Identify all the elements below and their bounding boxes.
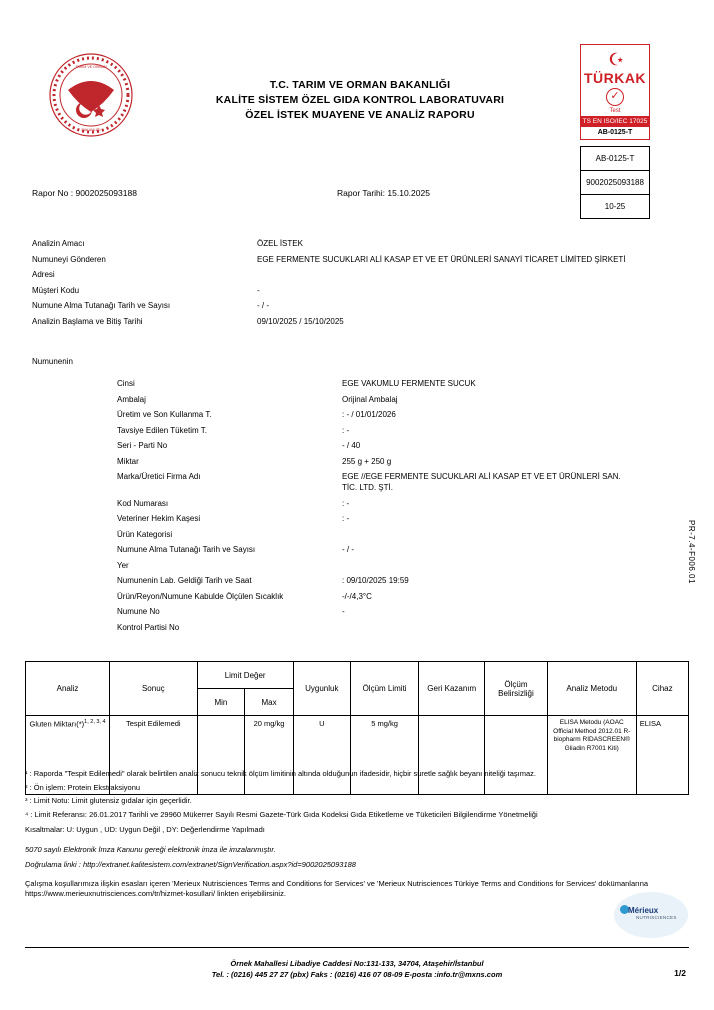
sample-label: Ürün/Reyon/Numune Kabulde Ölçülen Sıcaklık [117,591,284,601]
th-olcum-belirsizligi: Ölçüm Belirsizliği [485,662,548,716]
sample-info-block [117,378,637,637]
th-olcum-limiti: Ölçüm Limiti [350,662,419,716]
sample-row [117,560,637,571]
sample-value: - / 40 [342,441,361,450]
sample-value: : 09/10/2025 19:59 [342,576,409,585]
report-info-block [32,238,632,331]
sample-label: Seri - Parti No [117,441,168,450]
sample-label: Marka/Üretici Firma Adı [117,472,201,481]
sample-label: Üretim ve Son Kullanma T. [117,410,212,419]
sample-label: Miktar [117,456,139,466]
sample-value: 255 g + 250 g [342,456,392,466]
sample-value: : - [342,498,350,508]
th-analiz: Analiz [26,662,110,716]
analiz-name: Gluten Miktarı(*) [29,719,85,729]
turkak-standard: TS EN ISO/IEC 17025 [582,117,648,125]
merieux-name: Mérieux [628,906,659,915]
sample-value: Orijinal Ambalaj [342,394,398,404]
cell-max: 20 mg/kg [245,716,294,795]
sample-section-title: Numunenin [32,357,73,366]
merieux-subtitle: NUTRISCIENCES [636,915,677,920]
abbreviations: Kısaltmalar: U: Uygun , UD: Uygun Değil , DY: Değerlendirme Yapılmadı [25,825,265,834]
info-row [32,254,632,265]
sample-label: Ürün Kategorisi [117,529,173,539]
check-icon: ✓ [606,88,624,106]
table-header-row [26,662,689,689]
th-sonuc: Sonuç [110,662,197,716]
turkak-accreditation-logo [580,44,650,140]
sample-row [117,544,637,555]
title-line-3: ÖZEL İSTEK MUAYENE VE ANALİZ RAPORU [245,109,475,121]
footer-line-2: Tel. : (0216) 445 27 27 (pbx) Faks : (0216) 416 07 08-09 E-posta :info.tr@mxns.com [211,970,503,979]
sample-value [342,560,637,571]
footer-line-1: Örnek Mahallesi Libadiye Caddesi No:131-133, 34704, Ataşehir/İstanbul [230,959,484,968]
th-limit-deger: Limit Değer [197,662,293,689]
document-title [170,78,550,123]
form-code: PR-7.4-F006.01 [687,520,696,584]
info-label: Analizin Amacı [32,239,85,248]
footer-address [0,958,714,980]
period-box: 10-25 [580,194,650,219]
sample-row [117,622,637,633]
turkak-code: AB-0125-T [581,126,649,136]
info-label: Adresi [32,270,55,279]
verification-link[interactable]: Doğrulama linki : http://extranet.kalitesistem.com/extranet/SignVerification.aspx?id=9002025093188 [25,860,356,869]
sample-row [117,409,637,420]
sample-value: - / - [342,545,354,554]
info-value: EGE FERMENTE SUCUKLARI ALİ KASAP ET VE ET ÜRÜNLERİ SANAYİ TİCARET LİMİTED ŞİRKETİ [257,254,626,264]
sample-label: Cinsi [117,379,135,388]
info-row [32,285,632,296]
info-row [32,300,632,311]
th-geri-kazanim: Geri Kazanım [419,662,485,716]
sample-row [117,591,637,602]
sample-row [117,498,637,509]
sample-label: Numune No [117,607,160,616]
info-row [32,316,632,327]
th-uygunluk: Uygunluk [293,662,350,716]
sample-row [117,513,637,524]
sample-value: - [342,607,345,616]
accreditation-code-box: AB-0125-T [580,146,650,170]
info-value [257,269,632,280]
th-cihaz: Cihaz [636,662,688,716]
cell-uygunluk: U [293,716,350,795]
report-date-label: Rapor Tarihi: 15.10.2025 [337,188,430,198]
turkish-flag-icon [605,49,625,69]
sample-label: Kontrol Partisi No [117,622,180,632]
title-line-2: KALİTE SİSTEM ÖZEL GIDA KONTROL LABORATUVARI [215,94,505,106]
info-label: Numuneyi Gönderen [32,254,106,264]
electronic-signature-note: 5070 sayılı Elektronik İmza Kanunu gereği elektronik imza ile imzalanmıştır. [25,844,276,854]
sample-row [117,425,637,436]
title-line-1: T.C. TARIM VE ORMAN BAKANLIĞI [269,79,451,91]
footer-divider [25,947,689,948]
svg-text:BAKANLIĞI: BAKANLIĞI [81,128,101,132]
info-value: - [257,285,260,295]
sample-row [117,606,637,617]
sample-value: : - / 01/01/2026 [342,410,396,419]
sample-row [117,440,637,451]
sample-label: Veteriner Hekim Kaşesi [117,514,201,523]
sample-value [342,529,637,540]
sample-row [117,378,637,389]
th-max: Max [245,689,294,716]
ministry-seal-icon [48,52,134,138]
terms-and-conditions-note: Çalışma koşullarımıza ilişkin esasları içeren 'Merieux Nutrisciences Terms and Conditions for Services' ve 'Merieux Nutrisciences Türkiye Terms and Conditions for Services' dokümanlarına https://www.merieuxnutrisciences.com/tr/hizmet-kosullari/ linkten erişebilirsiniz. [25,878,649,898]
sample-row [117,394,637,405]
sample-label: Ambalaj [117,394,146,404]
page-number: 1/2 [674,968,686,978]
info-label: Numune Alma Tutanağı Tarih ve Sayısı [32,301,171,310]
info-value: 09/10/2025 / 15/10/2025 [257,316,344,326]
sample-label: Yer [117,560,129,570]
sample-value: -/-/4,3°C [342,591,372,601]
turkak-test-label: Test [609,108,621,114]
footnote-3: ³ : Limit Notu: Limit glutensiz gıdalar için geçerlidir. [25,796,192,805]
sample-label: Numunenin Lab. Geldiği Tarih ve Saat [117,576,252,585]
sample-row [117,456,637,467]
sample-value: EGE VAKUMLU FERMENTE SUCUK [342,379,476,388]
sample-value: EGE //EGE FERMENTE SUCUKLARI ALİ KASAP ET VE ET ÜRÜNLERİ SAN. TİC. LTD. ŞTİ. [342,472,621,492]
footnote-4: ⁴ : Limit Referansı: 26.01.2017 Tarihli ve 29960 Mükerrer Sayılı Resmi Gazete-Türk Gıda Kodeksi Gıda Etiketleme ve Tüketicileri Bilgilendirme Yönetmeliği [25,809,538,819]
info-label: Analizin Başlama ve Bitiş Tarihi [32,316,143,326]
sample-value: : - [342,514,350,523]
report-number-label: Rapor No : 9002025093188 [32,188,137,198]
sample-value: : - [342,425,350,435]
report-number-box: 9002025093188 [580,170,650,194]
th-analiz-metodu: Analiz Metodu [547,662,636,716]
footnotes-block [25,769,689,903]
svg-text:TARIM VE ORMAN: TARIM VE ORMAN [75,65,107,69]
turkak-name: TÜRKAK [583,70,647,86]
sample-label: Tavsiye Edilen Tüketim T. [117,425,207,435]
footnote-2: ² : Ön işlem: Protein Ekstraksiyonu [25,782,141,792]
sample-label: Kod Numarası [117,498,169,508]
info-row [32,238,632,249]
reference-box-stack [580,146,650,219]
info-row [32,269,632,280]
info-value: - / - [257,301,269,310]
th-min: Min [197,689,245,716]
merieux-logo [614,892,688,938]
sample-row [117,575,637,586]
sample-row [117,471,637,493]
cell-sonuc: Tespit Edilemedi [110,716,197,795]
info-label: Müşteri Kodu [32,285,80,295]
sample-label: Numune Alma Tutanağı Tarih ve Sayısı [117,545,256,554]
footnote-1: ¹ : Raporda "Tespit Edilemedi" olarak belirtilen analiz sonucu teknik ölçüm limitinin altında olduğunun ifadesidir, hiçbir suretle sağlık beyanı niteliği taşımaz. [25,769,537,778]
cell-cihaz: ELISA [636,716,688,795]
cell-olcum-limiti: 5 mg/kg [350,716,419,795]
cell-analiz-metodu: ELISA Metodu (AOAC Official Method 2012.01 R-biopharm RIDASCREEN® Gliadin R7001 Kiti) [547,716,636,795]
sample-row [117,529,637,540]
info-value: ÖZEL İSTEK [257,239,303,248]
sample-value [342,622,637,633]
analiz-footnote-refs: 1, 2, 3, 4 [84,719,106,725]
